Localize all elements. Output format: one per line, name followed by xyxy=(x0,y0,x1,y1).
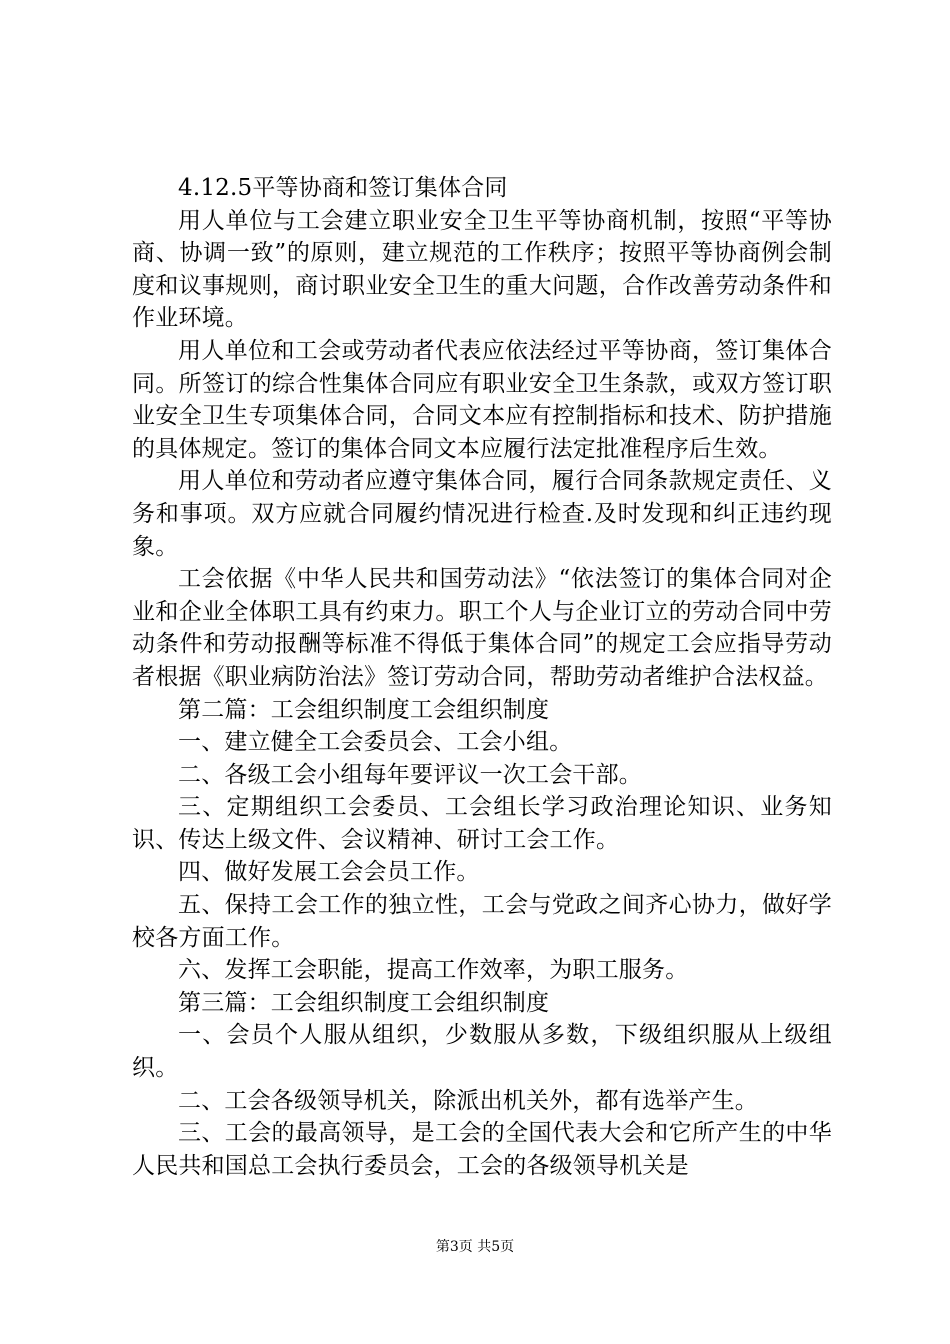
list-item: 一、建立健全工会委员会、工会小组。 xyxy=(178,729,573,756)
chapter-heading: 第二篇：工会组织制度工会组织制度 xyxy=(178,696,550,723)
list-item: 二、各级工会小组每年要评议一次工会干部。 xyxy=(178,761,642,788)
chapter-heading: 第三篇：工会组织制度工会组织制度 xyxy=(178,989,550,1016)
list-item: 五、保持工会工作的独立性，工会与党政之间齐心协力，做好学校各方面工作。 xyxy=(132,892,832,951)
list-item: 二、工会各级领导机关，除派出机关外，都有选举产生。 xyxy=(178,1087,758,1114)
paragraph: 用人单位与工会建立职业安全卫生平等协商机制，按照“平等协商、协调一致”的原则，建立规范的工作秩序；按照平等协商例会制度和议事规则，商讨职业安全卫生的重大问题，合作改善劳动条件和作业环境。 xyxy=(132,207,832,332)
list-item: 一、会员个人服从组织，少数服从多数，下级组织服从上级组织。 xyxy=(132,1022,832,1082)
page-number-footer: 第3页 共5页 xyxy=(435,1239,515,1255)
paragraph: 工会依据《中华人民共和国劳动法》“依法签订的集体合同对企业和企业全体职工具有约束力。职工个人与企业订立的劳动合同中劳动条件和劳动报酬等标准不得低于集体合同”的规定工会应指导劳动者根据《职业病防治法》签订劳动合同，帮助劳动者维护合法权益。 xyxy=(132,566,832,690)
paragraph: 用人单位和工会或劳动者代表应依法经过平等协商，签订集体合同。所签订的综合性集体合同应有职业安全卫生条款，或双方签订职业安全卫生专项集体合同，合同文本应有控制指标和技术、防护措施的具体规定。签订的集体合同文本应履行法定批准程序后生效。 xyxy=(132,337,832,462)
document-body xyxy=(132,172,832,1182)
paragraph: 用人单位和劳动者应遵守集体合同，履行合同条款规定责任、义务和事项。双方应就合同履约情况进行检查.及时发现和纠正违约现象。 xyxy=(132,468,832,560)
paragraph-section-heading: 4.12.5平等协商和签订集体合同 xyxy=(178,175,508,201)
list-item: 三、工会的最高领导，是工会的全国代表大会和它所产生的中华人民共和国总工会执行委员会，工会的各级领导机关是 xyxy=(132,1120,832,1179)
list-item: 三、定期组织工会委员、工会组长学习政治理论知识、业务知识、传达上级文件、会议精神、研讨工会工作。 xyxy=(132,794,832,853)
list-item: 四、做好发展工会会员工作。 xyxy=(178,859,480,886)
list-item: 六、发挥工会职能，提高工作效率，为职工服务。 xyxy=(178,957,689,984)
